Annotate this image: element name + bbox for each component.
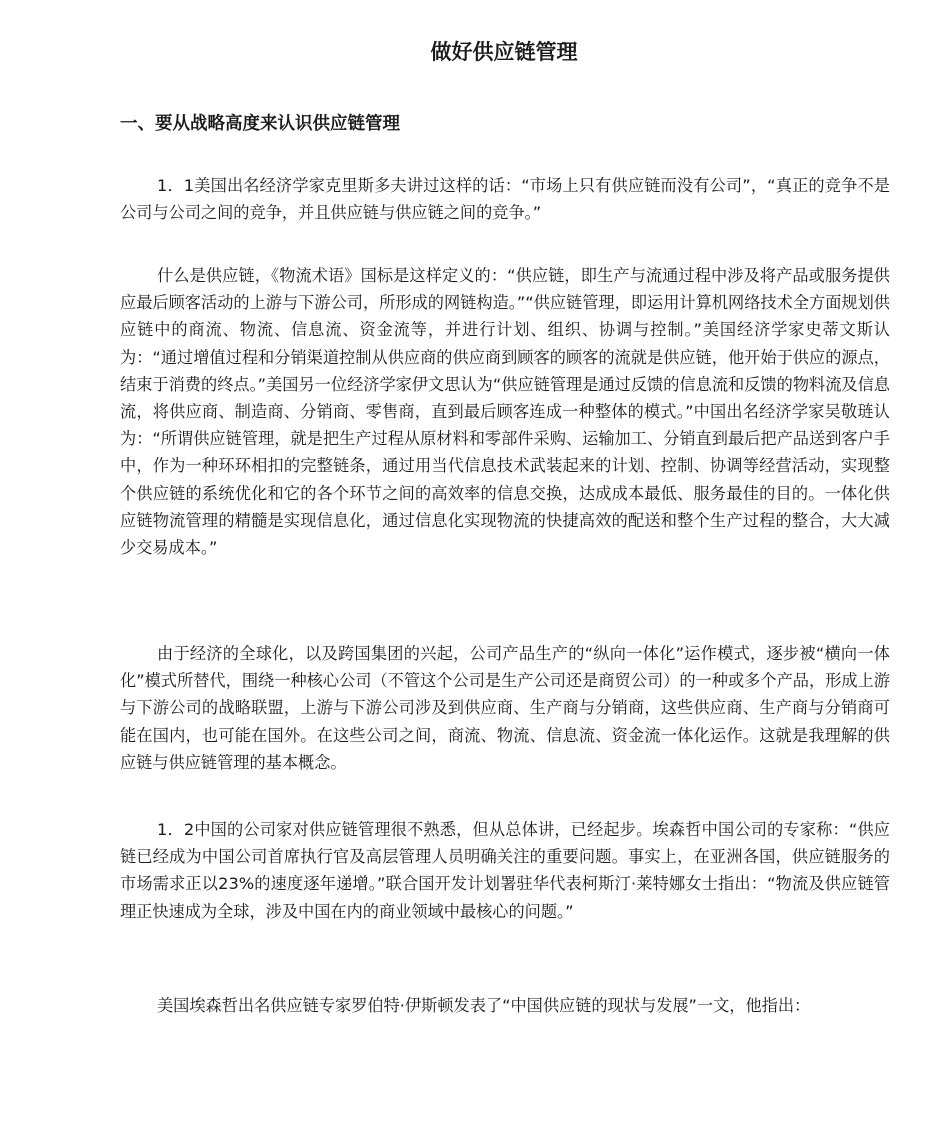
paragraph-2: 什么是供应链，《物流术语》国标是这样定义的：“供应链，即生产与流通过程中涉及将产品或服务提供应最后顾客活动的上游与下游公司，所形成的网链构造。”“供应链管理，即运用计算机网络技术全方面规划供应链中的商流、物流、信息流、资金流等，并进行计划、组织、协调与控制。”美国经济学家史蒂文斯认为：“通过增值过程和分销渠道控制从供应商的供应商到顾客的顾客的流就是供应链，他开始于供应的源点，结束于消费的终点。”美国另一位经济学家伊文思认为“供应链管理是通过反馈的信息流和反馈的物料流及信息流，将供应商、制造商、分销商、零售商，直到最后顾客连成一种整体的模式。”中国出名经济学家吴敬琏认为：“所谓供应链管理，就是把生产过程从原材料和零部件采购、运输加工、分销直到最后把产品送到客户手中，作为一种环环相扣的完整链条，通过用当代信息技术武装起来的计划、控制、协调等经营活动，实现整个供应链的系统优化和它的各个环节之间的高效率的信息交换，达成成本最低、服务最佳的目的。一体化供应链物流管理的精髓是实现信息化，通过信息化实现物流的快捷高效的配送和整个生产过程的整合，大大减少交易成本。” [120,266,890,558]
document-title: 做好供应链管理 [430,40,578,64]
paragraph-3: 由于经济的全球化，以及跨国集团的兴起，公司产品生产的“纵向一体化”运作模式，逐步被“横向一体化”模式所替代，围绕一种核心公司（不管这个公司是生产公司还是商贸公司）的一种或多个产品，形成上游与下游公司的战略联盟，上游与下游公司涉及到供应商、生产商与分销商，这些供应商、生产商与分销商可能在国内，也可能在国外。在这些公司之间，商流、物流、信息流、资金流一体化运作。这就是我理解的供应链与供应链管理的基本概念。 [120,644,890,772]
paragraph-5: 美国埃森哲出名供应链专家罗伯特·伊斯顿发表了“中国供应链的现状与发展”一文，他指出： [157,996,811,1015]
paragraph-4: 1．2中国的公司家对供应链管理很不熟悉，但从总体讲，已经起步。埃森哲中国公司的专家称：“供应链已经成为中国公司首席执行官及高层管理人员明确关注的重要问题。事实上，在亚洲各国，供应链服务的市场需求正以23%的速度逐年递增。”联合国开发计划署驻华代表柯斯汀·莱特娜女士指出：“物流及供应链管理正快速成为全球，涉及中国在内的商业领域中最核心的问题。” [120,820,890,921]
section-heading: 一、要从战略高度来认识供应链管理 [120,114,400,134]
paragraph-1: 1．1美国出名经济学家克里斯多夫讲过这样的话：“市场上只有供应链而没有公司”，“真正的竞争不是公司与公司之间的竞争，并且供应链与供应链之间的竞争。” [120,176,890,223]
